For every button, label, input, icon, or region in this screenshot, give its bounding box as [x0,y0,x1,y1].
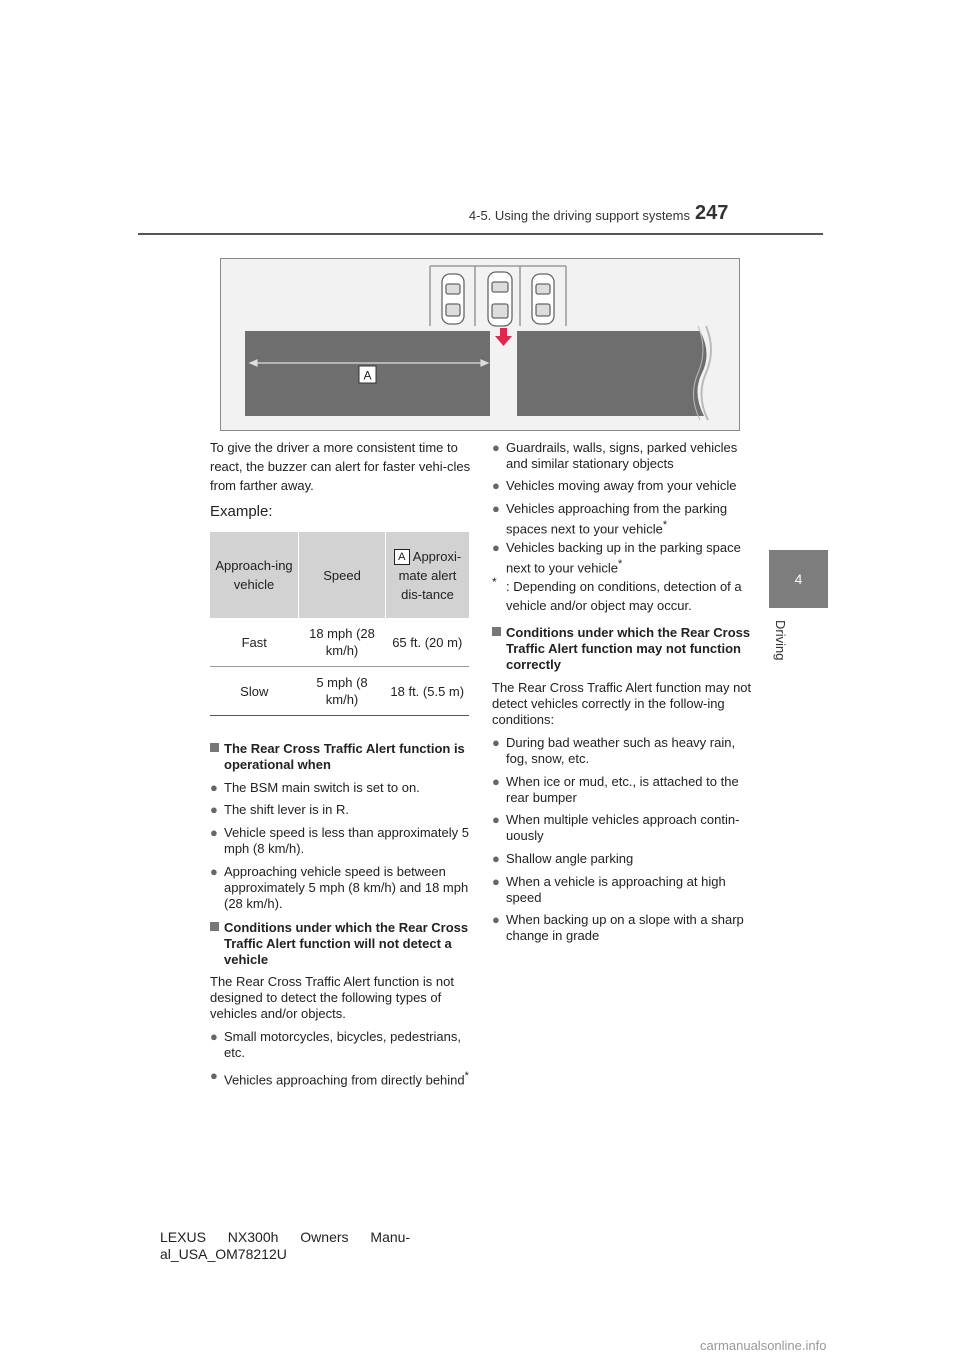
parked-car-left [442,274,464,324]
may-not-detect-text: The Rear Cross Traffic Alert function may not detect vehicles correctly in the follow-ing conditions: [492,680,752,727]
list-item: ● Approaching vehicle speed is between approximately 5 mph (8 km/h) and 18 mph (28 km/h). [210,864,469,911]
badge-a: A [394,549,410,565]
chapter-number: 4 [794,571,803,587]
example-label: Example: [210,503,273,520]
list-item: ● When ice or mud, etc., is attached to the rear bumper [492,774,739,805]
table-row: Slow 5 mph (8 km/h) 18 ft. (5.5 m) [210,667,469,716]
watermark[interactable]: carmanualsonline.info [700,1338,827,1353]
list-item: ● The BSM main switch is set to on. [210,780,420,795]
list-item: ● Vehicles backing up in the parking space next to your vehicle* [492,540,741,576]
list-item: ● Vehicle speed is less than approximately 5 mph (8 km/h). [210,825,469,856]
list-item: ● Vehicles approaching from the parking spaces next to your vehicle* [492,501,728,537]
list-item: ● Vehicles moving away from your vehicle [492,478,737,493]
list-item: ● The shift lever is in R. [210,802,349,817]
your-vehicle [488,272,512,326]
table-header-speed: Speed [299,532,386,618]
list-item: ● Small motorcycles, bicycles, pedestrians, etc. [210,1029,461,1060]
parked-car-right [532,274,554,324]
list-item: ● When multiple vehicles approach contin-uously [492,812,740,843]
label-a: A [363,368,372,383]
heading-operational: The Rear Cross Traffic Alert function is operational when [210,741,472,773]
list-item: ● Guardrails, walls, signs, parked vehicles and similar stationary objects [492,440,738,471]
list-item: ● When a vehicle is approaching at high speed [492,874,726,905]
table-row: Fast 18 mph (28 km/h) 65 ft. (20 m) [210,618,469,667]
list-item: ● During bad weather such as heavy rain, fog, snow, etc. [492,735,736,766]
chapter-label: Driving [773,620,788,661]
list-item: ● Shallow angle parking [492,851,634,866]
not-detect-text: The Rear Cross Traffic Alert function is not designed to detect the following types of vehicles and/or objects. [210,974,454,1021]
rear-cross-traffic-illustration [220,258,740,431]
section-title: 4-5. Using the driving support systems [468,208,690,223]
example-table [210,532,469,716]
page-number: 247 [695,202,729,224]
heading-not-detect: Conditions under which the Rear Cross Traffic Alert function will not detect a vehicle [210,920,472,968]
intro-text: To give the driver a more consistent time to react, the buzzer can alert for faster vehi-cles from farther away. [210,440,471,493]
list-item: ● When backing up on a slope with a sharp change in grade [492,912,744,943]
header-rule [138,233,823,235]
table-header-distance: A Approxi-mate alert dis-tance [386,532,470,618]
table-header-approach: Approach-ing vehicle [210,532,299,618]
list-item: ● Vehicles approaching from directly behind* [210,1068,469,1088]
heading-may-not-detect: Conditions under which the Rear Cross Traffic Alert function may not function correctly [492,625,754,673]
road-right [517,331,707,416]
footer: LEXUS NX300h Owners Manu- al_USA_OM78212U [160,1229,411,1262]
footnote: * : Depending on conditions, detection of a vehicle and/or object may occur. [492,575,742,613]
